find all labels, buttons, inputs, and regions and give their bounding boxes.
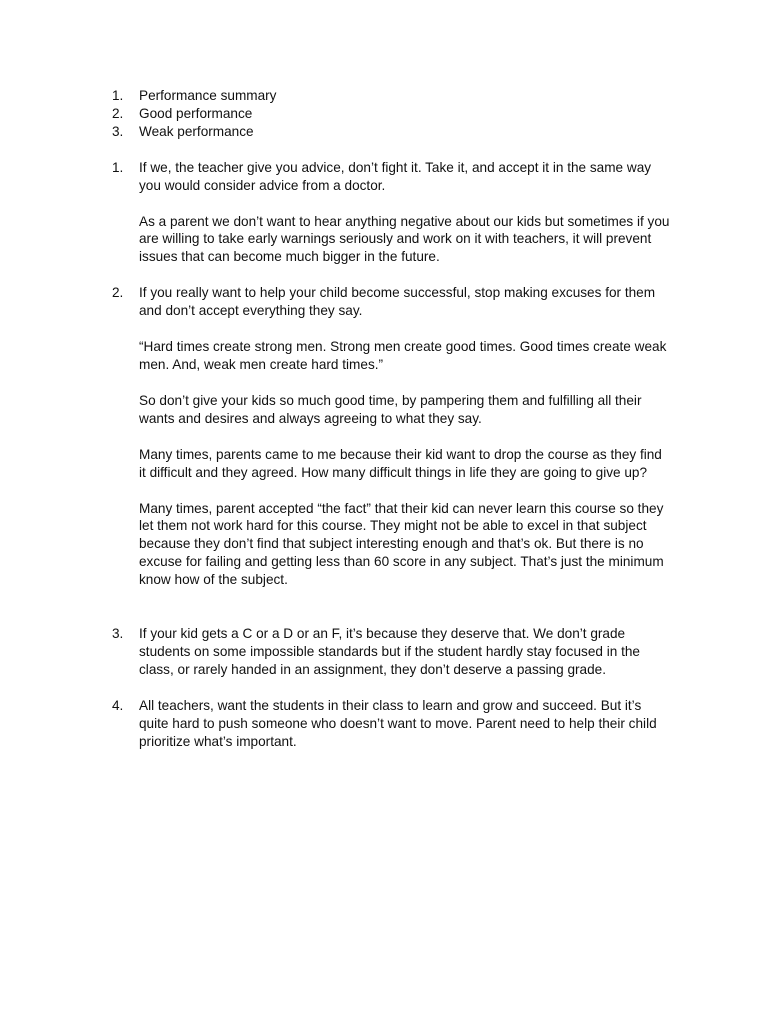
quote-paragraph: “Hard times create strong men. Strong men create good times. Good times create weak men. And, weak men create hard times.” [139, 339, 667, 372]
paragraph: If you really want to help your child become successful, stop making excuses for them and don’t accept everything they say. [139, 285, 656, 319]
list-number: 1. [112, 88, 124, 103]
list-number: 4. [112, 697, 124, 713]
list-number: 2. [112, 105, 124, 121]
list-number: 1. [112, 159, 124, 175]
paragraph: So don’t give your kids so much good time, by pampering them and fulfilling all their wants and desires and always agreeing to what they say. [139, 392, 642, 426]
advice-item-3 [112, 625, 672, 679]
paragraph: As a parent we don’t want to hear anything negative about our kids but sometimes if you are willing to take early warnings seriously and work on it with teachers, it will prevent issues that can become much bigger in the future. [139, 213, 670, 265]
list-number: 3. [112, 123, 124, 139]
advice-item-1 [112, 159, 672, 267]
list-text: Performance summary [139, 88, 277, 103]
list-text: Weak performance [139, 123, 254, 139]
list-number: 3. [112, 626, 124, 642]
paragraph: If your kid gets a C or a D or an F, it’s because they deserve that. We don’t grade students on some impossible standards but if the student hardly stay focused in the class, or rarely handed in an assignment, they don’t deserve a passing grade. [139, 626, 640, 677]
paragraph: All teachers, want the students in their class to learn and grow and succeed. But it’s quite hard to push someone who doesn’t want to move. Parent need to help their child prioritize what’s important. [139, 697, 657, 749]
list-text: Good performance [139, 105, 253, 121]
advice-item-2 [112, 284, 672, 589]
paragraph: Many times, parents came to me because their kid want to drop the course as they find it difficult and they agreed. How many difficult things in life they are going to give up? [139, 446, 662, 480]
summary-item [112, 87, 672, 105]
document-body [112, 87, 672, 750]
paragraph: If we, the teacher give you advice, don’t fight it. Take it, and accept it in the same way you would consider advice from a doctor. [139, 159, 652, 193]
list-number: 2. [112, 285, 124, 301]
summary-item [112, 105, 672, 123]
summary-list [112, 87, 672, 141]
paragraph: Many times, parent accepted “the fact” that their kid can never learn this course so they let them not work hard for this course. They might not be able to excel in that subject because they don’t find that subject interesting enough and that’s ok. But there is no excuse for failing and getting less than 60 score in any subject. That’s just the minimum know how of the subject. [139, 500, 664, 588]
summary-item [112, 123, 672, 141]
advice-item-4 [112, 697, 672, 751]
